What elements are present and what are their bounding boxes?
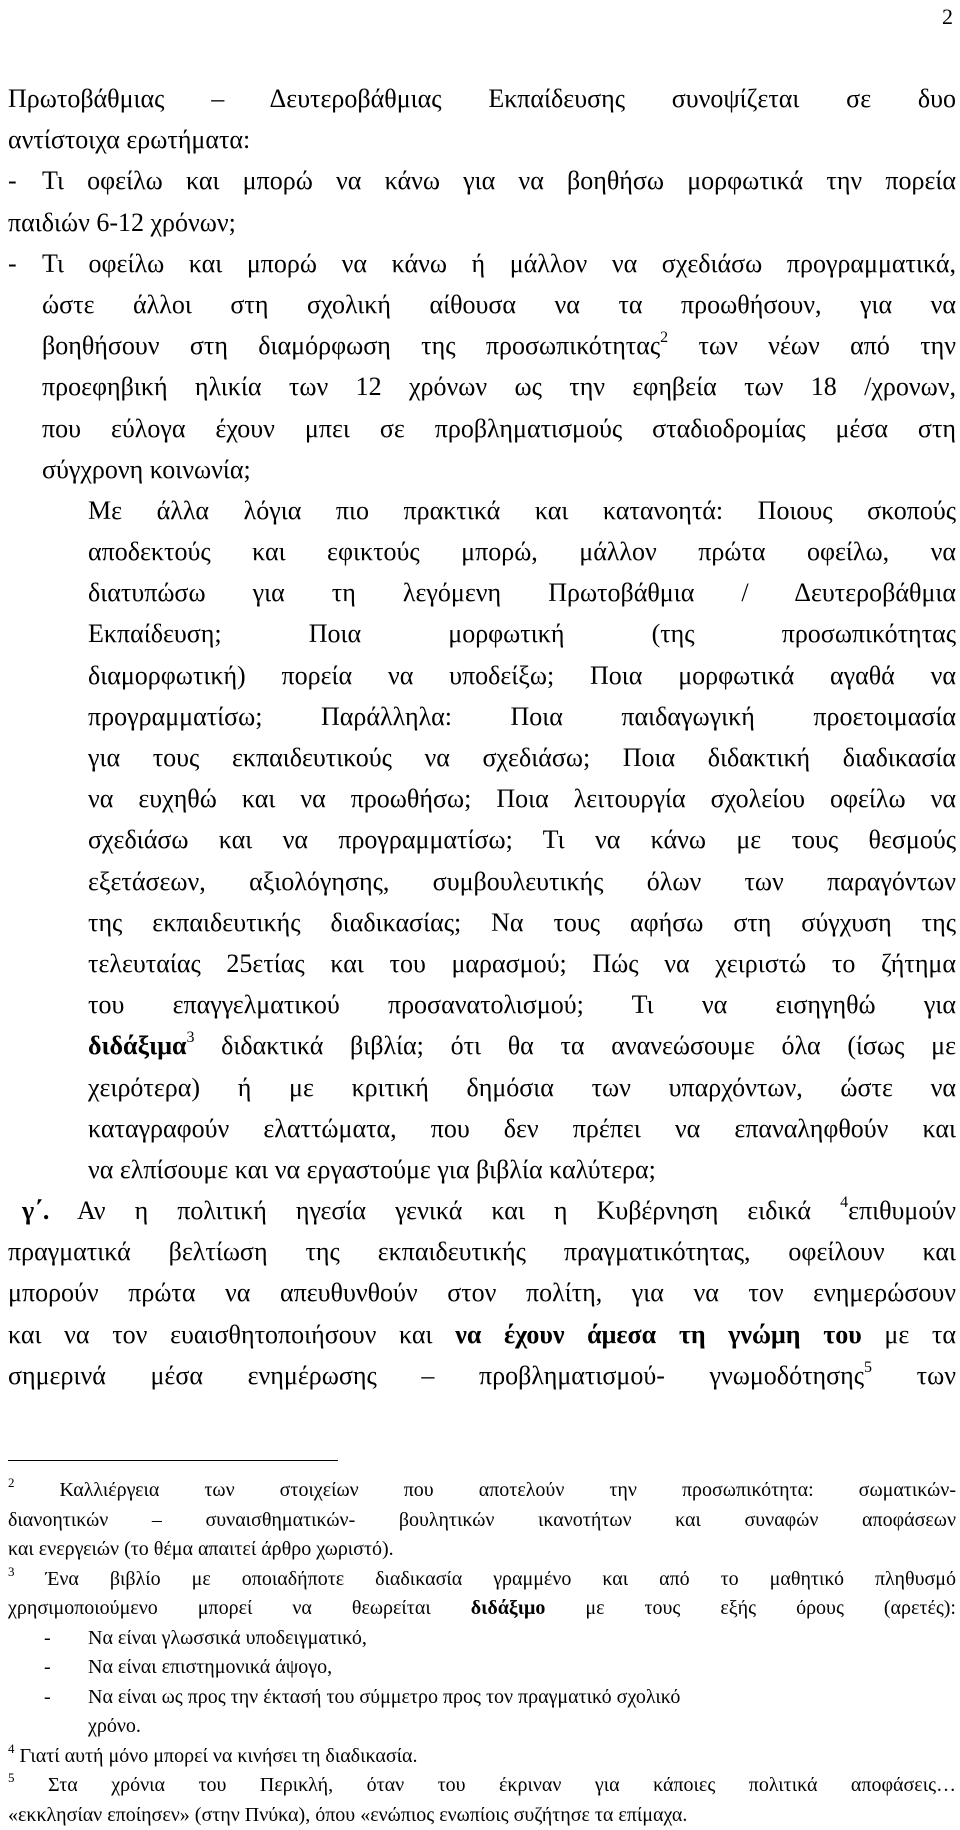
text-line xyxy=(8,778,956,819)
text-line xyxy=(8,531,956,572)
footnote-separator xyxy=(8,1460,338,1461)
text-line xyxy=(8,1272,956,1313)
text-run: Καλλιέργεια των στοιχείων που αποτελούν την προσωπικότητα: σωματικών- xyxy=(60,1479,956,1501)
text-run: της εκπαιδευτικής διαδικασίας; Να τους αφήσω στη σύγχυση της xyxy=(88,908,956,937)
list-item-dash-line xyxy=(8,160,956,201)
text-line xyxy=(8,1025,956,1066)
text-run: «εκκλησίαν εποίησεν» (στην Πνύκα), όπου «ενώπιος ενωπίοις συζήτησε τα επίμαχα. xyxy=(8,1804,687,1826)
text-line xyxy=(8,902,956,943)
footnote-number: 5 xyxy=(8,1770,15,1785)
text-run: χειρότερα) ή με κριτική δημόσια των υπαρχόντων, ώστε να xyxy=(88,1073,956,1102)
text-run: Γιατί αυτή μόνο μπορεί να κινήσει τη διαδικασία. xyxy=(20,1745,418,1767)
text-run: διατυπώσω για τη λεγόμενη Πρωτοβάθμια / Δευτεροβάθμια xyxy=(88,578,956,607)
text-run: επιθυμούν xyxy=(848,1196,956,1225)
footnote-ref: 4 xyxy=(840,1194,848,1211)
text-run: εξετάσεων, αξιολόγησης, συμβουλευτικής όλων των παραγόντων xyxy=(88,867,956,896)
text-line xyxy=(8,1231,956,1272)
text-run: διαμορφωτική) πορεία να υποδείξω; Ποια μορφωτικά αγαθά να xyxy=(88,661,956,690)
footnote-line xyxy=(8,1771,956,1801)
text-run: προγραμματίσω; Παράλληλα: Ποια παιδαγωγική προετοιμασία xyxy=(88,702,956,731)
list-dash: - xyxy=(44,1683,51,1713)
text-run: των xyxy=(872,1361,956,1390)
text-line xyxy=(8,284,956,325)
text-line xyxy=(8,1190,956,1231)
text-run: να ελπίσουμε και να εργαστούμε για βιβλία καλύτερα; xyxy=(88,1155,656,1184)
text-line xyxy=(8,861,956,902)
footnote-number: 2 xyxy=(8,1475,15,1490)
list-item-dash-line xyxy=(8,243,956,284)
text-line xyxy=(8,984,956,1025)
text-line xyxy=(8,1108,956,1149)
bold-phrase: να έχουν άμεσα τη γνώμη του xyxy=(455,1320,862,1349)
footnote-ref: 3 xyxy=(186,1029,194,1046)
text-run: με τα xyxy=(862,1320,956,1349)
footnote-line xyxy=(8,1476,956,1506)
text-line: Τι οφείλω και μπορώ να κάνω ή μάλλον να σχεδιάσω προγραμματικά, xyxy=(42,249,956,278)
text-run: Ένα βιβλίο με οποιαδήποτε διαδικασία γραμμένο και από το μαθητικό πληθυσμό xyxy=(45,1568,956,1590)
text-line xyxy=(8,943,956,984)
footnote-ref: 2 xyxy=(660,329,668,346)
text-line xyxy=(8,490,956,531)
text-run: πραγματικά βελτίωση της εκπαιδευτικής πραγματικότητας, οφείλουν και xyxy=(8,1237,956,1266)
text-run: του επαγγελματικού προσανατολισμού; Τι να εισηγηθώ για xyxy=(88,990,956,1019)
footnote-number: 4 xyxy=(8,1741,15,1756)
text-run: μπορούν πρώτα να απευθυνθούν στον πολίτη, για να τον ενημερώσουν xyxy=(8,1278,956,1307)
text-run: σχεδιάσω και να προγραμματίσω; Τι να κάνω με τους θεσμούς xyxy=(88,825,956,854)
text-line: Τι οφείλω και μπορώ να κάνω για να βοηθήσω μορφωτικά την πορεία xyxy=(42,166,956,195)
footnote-line xyxy=(8,1801,956,1830)
text-run: βοηθήσουν στη διαμόρφωση της προσωπικότητας xyxy=(42,331,660,360)
text-run: χρόνο. xyxy=(88,1715,141,1737)
text-run: αποδεκτούς και εφικτούς μπορώ, μάλλον πρώτα οφείλω, να xyxy=(88,537,956,566)
text-run: για τους εκπαιδευτικούς να σχεδιάσω; Ποια διδακτική διαδικασία xyxy=(88,743,956,772)
text-run: διανοητικών – συναισθηματικών- βουλητικών ικανοτήτων και συναφών αποφάσεων xyxy=(8,1509,956,1531)
footnote-ref: 5 xyxy=(864,1359,872,1376)
text-run: Στα χρόνια του Περικλή, όταν του έκριναν για κάποιες πολιτικά αποφάσεις… xyxy=(48,1774,956,1796)
text-line xyxy=(8,449,956,490)
text-run: Με άλλα λόγια πιο πρακτικά και κατανοητά: Ποιους σκοπούς xyxy=(88,496,956,525)
text-line: παιδιών 6-12 χρόνων; xyxy=(8,202,956,243)
text-line xyxy=(8,1149,956,1190)
text-run: των νέων από την xyxy=(668,331,956,360)
text-line xyxy=(8,696,956,737)
text-run: και να τον ευαισθητοποιήσουν και xyxy=(8,1320,455,1349)
text-line xyxy=(8,655,956,696)
list-dash: - xyxy=(44,1624,51,1654)
text-run: διδακτικά βιβλία; ότι θα τα ανανεώσουμε όλα (ίσως με xyxy=(194,1031,956,1060)
text-run: Εκπαίδευση; Ποια μορφωτική (της προσωπικότητας xyxy=(88,619,956,648)
text-run: Να είναι γλωσσικά υποδειγματικό, xyxy=(42,1627,367,1649)
footnote-line xyxy=(8,1565,956,1595)
text-run: να ευχηθώ και να προωθήσω; Ποια λειτουργία σχολείου οφείλω να xyxy=(88,784,956,813)
text-run: προεφηβική ηλικία των 12 χρόνων ως την εφηβεία των 18 /χρονων, xyxy=(42,372,956,401)
footnote-line xyxy=(8,1535,956,1565)
page-number: 2 xyxy=(942,4,953,30)
text-line xyxy=(8,1355,956,1396)
footnote-list-item xyxy=(8,1683,956,1713)
bold-term: διδάξιμο xyxy=(471,1597,546,1619)
main-text xyxy=(8,78,956,1396)
text-line xyxy=(8,572,956,613)
text-line: αντίστοιχα ερωτήματα: xyxy=(8,119,956,160)
text-run: Να είναι επιστημονικά άψογο, xyxy=(42,1656,332,1678)
footnote-line xyxy=(8,1594,956,1624)
text-line xyxy=(8,613,956,654)
footnote-list-item xyxy=(8,1653,956,1683)
list-dash: - xyxy=(44,1653,51,1683)
text-line xyxy=(8,325,956,366)
text-run: που εύλογα έχουν μπει σε προβληματισμούς σταδιοδρομίας μέσα στη xyxy=(42,414,956,443)
text-run: με τους εξής όρους (αρετές): xyxy=(545,1597,956,1619)
text-run: τελευταίας 25ετίας και του μαρασμού; Πώς να χειριστώ το ζήτημα xyxy=(88,949,956,978)
text-line xyxy=(8,1314,956,1355)
text-line xyxy=(8,819,956,860)
text-line: Πρωτοβάθμιας – Δευτεροβάθμιας Εκπαίδευσης συνοψίζεται σε δυο xyxy=(8,78,956,119)
footnote-number: 3 xyxy=(8,1564,15,1579)
bold-term: διδάξιμα xyxy=(88,1031,186,1060)
text-run: σημερινά μέσα ενημέρωσης – προβληματισμού- γνωμοδότησης xyxy=(8,1361,864,1390)
footnote-line xyxy=(8,1712,956,1742)
text-run: σύγχρονη κοινωνία; xyxy=(42,455,251,484)
text-run: καταγραφούν ελαττώματα, που δεν πρέπει να επαναληφθούν και xyxy=(88,1114,956,1143)
footnote-line xyxy=(8,1506,956,1536)
footnote-line xyxy=(8,1742,956,1772)
text-line xyxy=(8,737,956,778)
text-run: ώστε άλλοι στη σχολική αίθουσα να τα προωθήσουν, για να xyxy=(42,290,956,319)
text-run: χρησιμοποιούμενο μπορεί να θεωρείται xyxy=(8,1597,471,1619)
section-label: γ΄. xyxy=(22,1196,49,1225)
list-dash: - xyxy=(8,243,17,284)
text-line xyxy=(8,408,956,449)
text-run: και ενεργειών (το θέμα απαιτεί άρθρο χωριστό). xyxy=(8,1538,394,1560)
text-run: Αν η πολιτική ηγεσία γενικά και η Κυβέρνηση ειδικά xyxy=(49,1196,840,1225)
footnote-list-item xyxy=(8,1624,956,1654)
list-dash: - xyxy=(8,160,17,201)
text-line xyxy=(8,1067,956,1108)
text-run: Να είναι ως προς την έκτασή του σύμμετρο προς τον πραγματικό σχολικό xyxy=(42,1686,680,1708)
footnotes xyxy=(8,1476,956,1830)
text-line xyxy=(8,366,956,407)
